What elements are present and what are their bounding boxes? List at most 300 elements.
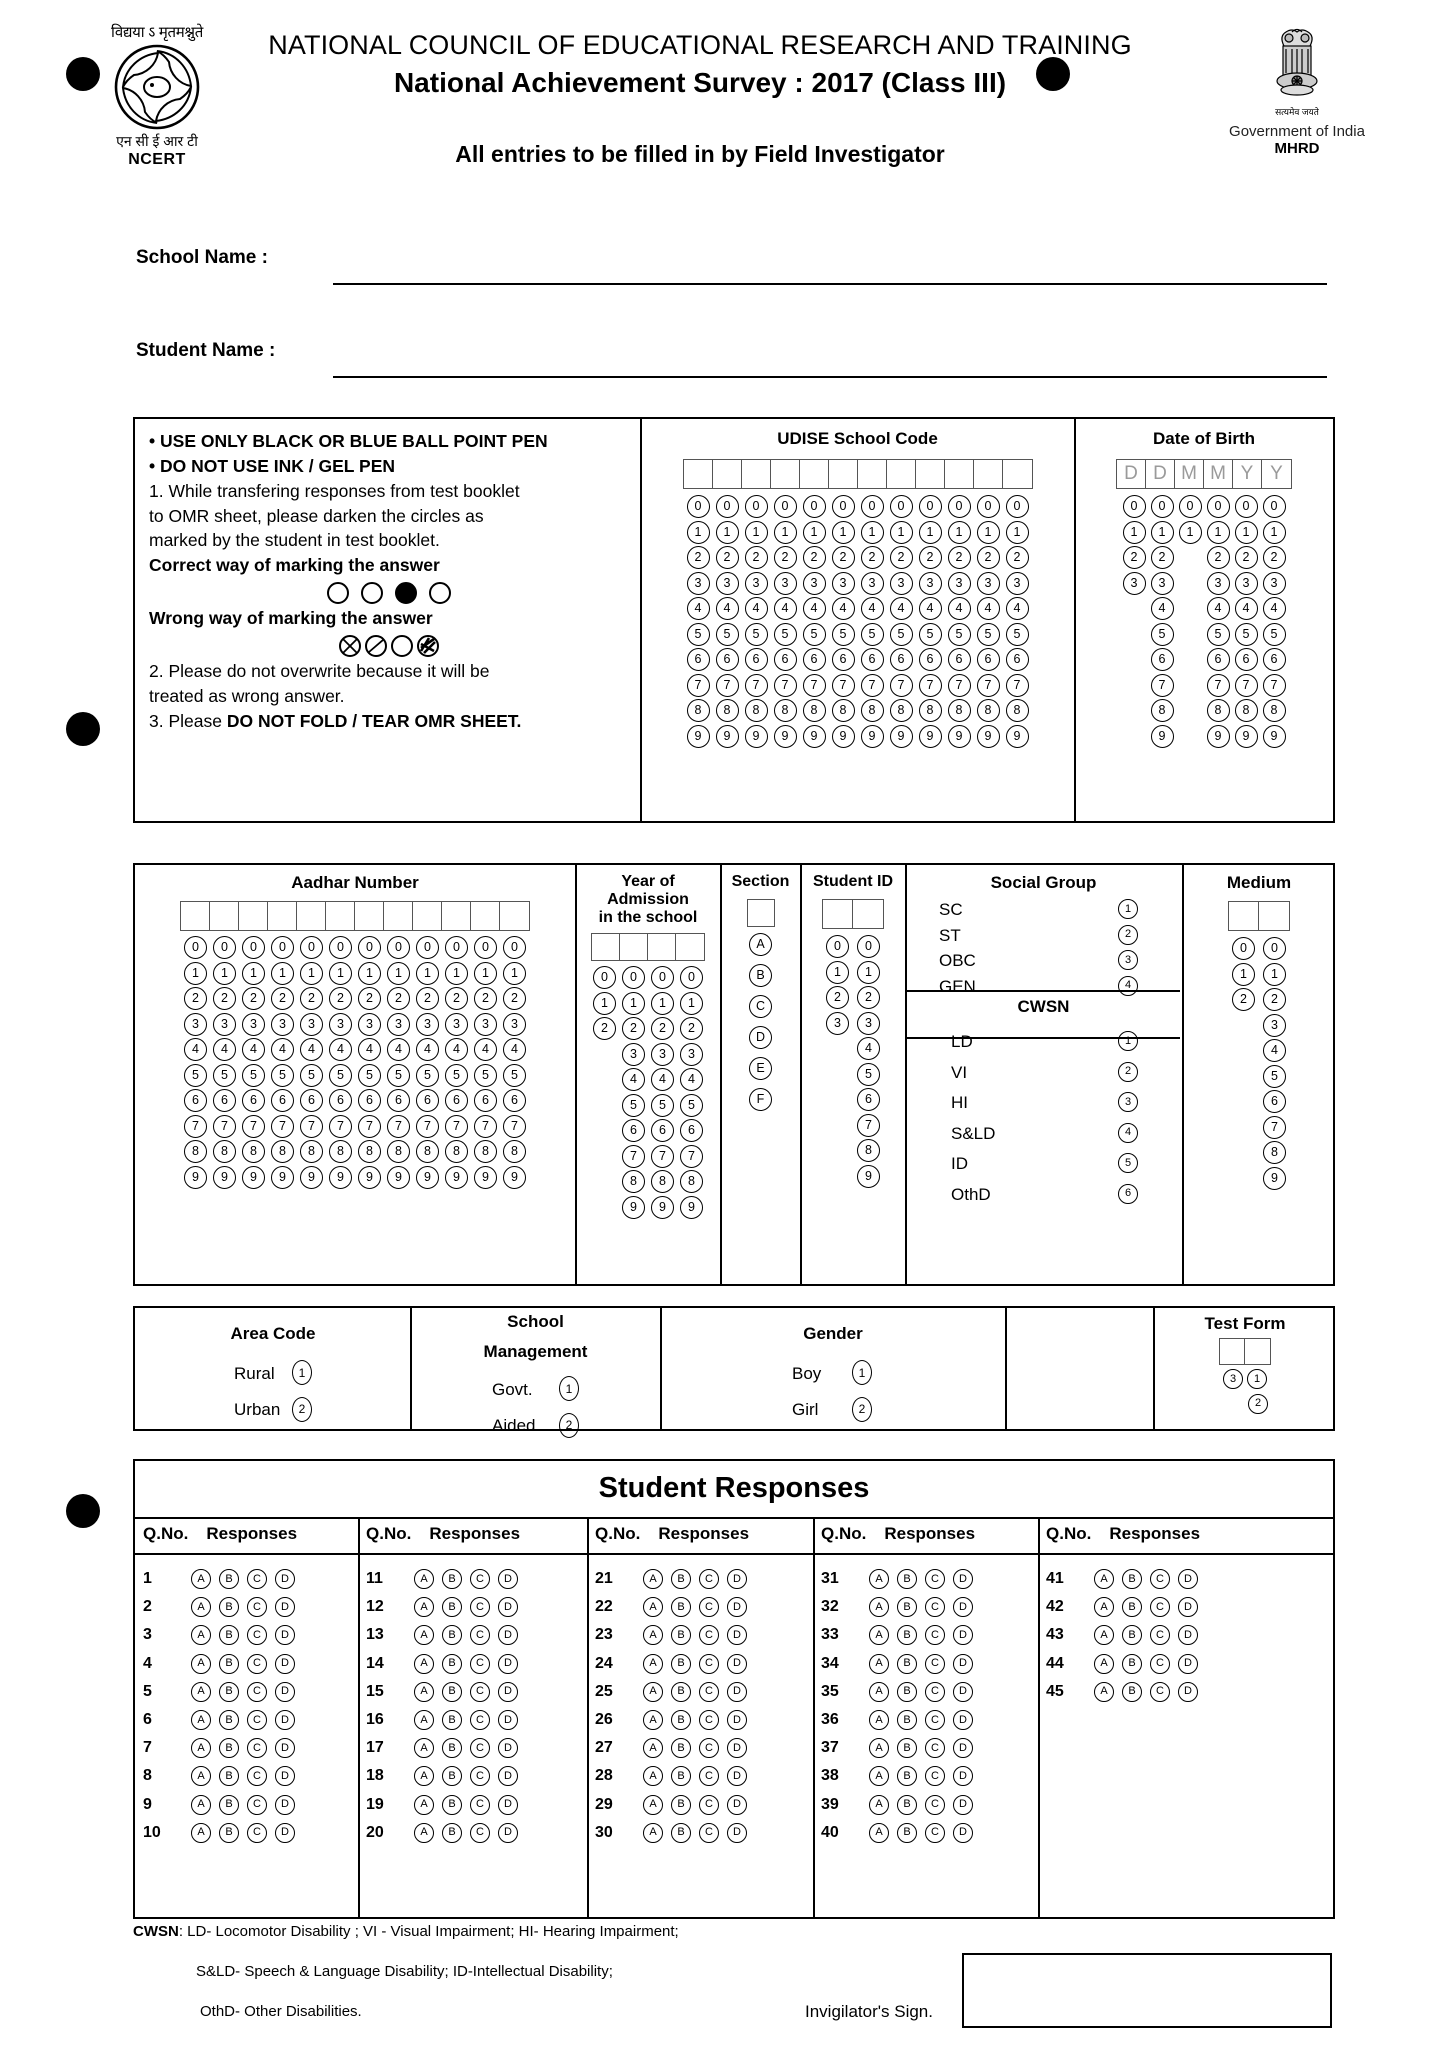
bubble-1[interactable]: 1: [1232, 963, 1255, 986]
choice-bubble-D[interactable]: D: [953, 1795, 973, 1815]
bubble-5[interactable]: 5: [919, 623, 942, 646]
bubble-7[interactable]: 7: [1235, 674, 1258, 697]
gender-options[interactable]: [792, 1360, 872, 1424]
choice-bubble-B[interactable]: B: [671, 1766, 691, 1786]
choice-bubble-B[interactable]: B: [442, 1795, 462, 1815]
bubble-2[interactable]: 2: [416, 987, 439, 1010]
bubble-0[interactable]: 0: [593, 966, 616, 989]
choice-bubble-B[interactable]: B: [1122, 1654, 1142, 1674]
bubble-0[interactable]: 0: [857, 935, 880, 958]
choice-bubble-D[interactable]: D: [727, 1654, 747, 1674]
choice-bubble-A[interactable]: A: [191, 1654, 211, 1674]
write-box[interactable]: [974, 460, 1003, 488]
bubble-2[interactable]: 2: [1263, 988, 1286, 1011]
choice-bubble-A[interactable]: A: [643, 1823, 663, 1843]
write-box[interactable]: Y: [1270, 463, 1283, 484]
option-bubble-1[interactable]: 1: [852, 1360, 872, 1385]
bubble-2[interactable]: 2: [948, 546, 971, 569]
bubble-1[interactable]: 1: [1179, 521, 1202, 544]
bubble-9[interactable]: 9: [1207, 725, 1230, 748]
choice-bubble-C[interactable]: C: [470, 1795, 490, 1815]
bubble-0[interactable]: 0: [651, 966, 674, 989]
bubble-1[interactable]: 1: [213, 962, 236, 985]
bubble-8[interactable]: 8: [329, 1140, 352, 1163]
choice-bubble-C[interactable]: C: [247, 1795, 267, 1815]
bubble-6[interactable]: 6: [861, 648, 884, 671]
bubble-0[interactable]: 0: [445, 936, 468, 959]
write-box[interactable]: [297, 902, 326, 930]
option-bubble-1[interactable]: 1: [292, 1360, 312, 1385]
choice-bubble-B[interactable]: B: [1122, 1597, 1142, 1617]
choice-bubble-D[interactable]: D: [498, 1597, 518, 1617]
bubble-5[interactable]: 5: [387, 1064, 410, 1087]
bubble-0[interactable]: 0: [1207, 495, 1230, 518]
choice-bubble-A[interactable]: A: [643, 1738, 663, 1758]
bubble-2[interactable]: 2: [329, 987, 352, 1010]
choice-bubble-B[interactable]: B: [219, 1597, 239, 1617]
bubble-7[interactable]: 7: [387, 1115, 410, 1138]
choice-bubble-B[interactable]: B: [671, 1625, 691, 1645]
bubble-7[interactable]: 7: [716, 674, 739, 697]
bubble-4[interactable]: 4: [300, 1038, 323, 1061]
bubble-5[interactable]: 5: [745, 623, 768, 646]
bubble-7[interactable]: 7: [890, 674, 913, 697]
choice-bubble-D[interactable]: D: [727, 1682, 747, 1702]
bubble-4[interactable]: 4: [1235, 597, 1258, 620]
choice-bubble-B[interactable]: B: [1122, 1682, 1142, 1702]
option-bubble-2[interactable]: 2: [559, 1413, 579, 1438]
bubble-5[interactable]: 5: [774, 623, 797, 646]
choice-bubble-D[interactable]: D: [953, 1569, 973, 1589]
bubble-4[interactable]: 4: [716, 597, 739, 620]
bubble-1[interactable]: 1: [1263, 521, 1286, 544]
bubble-0[interactable]: 0: [890, 495, 913, 518]
choice-bubble-B[interactable]: B: [671, 1795, 691, 1815]
bubble-6[interactable]: 6: [774, 648, 797, 671]
bubble-6[interactable]: 6: [1006, 648, 1029, 671]
bubble-4[interactable]: 4: [890, 597, 913, 620]
bubble-9[interactable]: 9: [774, 725, 797, 748]
bubble-9[interactable]: 9: [416, 1166, 439, 1189]
choice-bubble-A[interactable]: A: [414, 1823, 434, 1843]
school-management-options[interactable]: [492, 1376, 579, 1440]
choice-bubble-B[interactable]: B: [671, 1597, 691, 1617]
bubble-2[interactable]: 2: [1232, 988, 1255, 1011]
bubble-0[interactable]: 0: [1179, 495, 1202, 518]
choice-bubble-B[interactable]: B: [1122, 1569, 1142, 1589]
choice-bubble-B[interactable]: B: [671, 1823, 691, 1843]
bubble-9[interactable]: 9: [890, 725, 913, 748]
choice-bubble-C[interactable]: C: [925, 1795, 945, 1815]
choice-bubble-A[interactable]: A: [1094, 1597, 1114, 1617]
bubble-9[interactable]: 9: [1263, 725, 1286, 748]
bubble-1[interactable]: 1: [687, 521, 710, 544]
choice-bubble-D[interactable]: D: [727, 1795, 747, 1815]
choice-bubble-B[interactable]: B: [219, 1766, 239, 1786]
bubble-8[interactable]: 8: [745, 699, 768, 722]
choice-bubble-D[interactable]: D: [727, 1710, 747, 1730]
write-box[interactable]: [713, 460, 742, 488]
bubble-5[interactable]: 5: [300, 1064, 323, 1087]
choice-bubble-B[interactable]: B: [442, 1766, 462, 1786]
choice-bubble-D[interactable]: D: [727, 1823, 747, 1843]
bubble-7[interactable]: 7: [1207, 674, 1230, 697]
bubble-6[interactable]: 6: [358, 1089, 381, 1112]
choice-bubble-A[interactable]: A: [191, 1738, 211, 1758]
write-box[interactable]: [500, 902, 529, 930]
bubble-1[interactable]: 1: [1151, 521, 1174, 544]
choice-bubble-D[interactable]: D: [498, 1823, 518, 1843]
school-name-input[interactable]: [333, 283, 1327, 285]
choice-bubble-A[interactable]: A: [414, 1625, 434, 1645]
choice-bubble-D[interactable]: D: [498, 1795, 518, 1815]
bubble-3[interactable]: 3: [503, 1013, 526, 1036]
bubble-1[interactable]: 1: [1235, 521, 1258, 544]
bubble-8[interactable]: 8: [832, 699, 855, 722]
bubble-5[interactable]: 5: [416, 1064, 439, 1087]
choice-bubble-A[interactable]: A: [643, 1766, 663, 1786]
choice-bubble-B[interactable]: B: [442, 1569, 462, 1589]
choice-bubble-A[interactable]: A: [414, 1710, 434, 1730]
bubble-6[interactable]: 6: [184, 1089, 207, 1112]
bubble-5[interactable]: 5: [716, 623, 739, 646]
bubble-7[interactable]: 7: [1263, 674, 1286, 697]
choice-bubble-B[interactable]: B: [219, 1738, 239, 1758]
choice-bubble-C[interactable]: C: [247, 1682, 267, 1702]
test-form-bubble-2[interactable]: 2: [1248, 1394, 1268, 1414]
bubble-3[interactable]: 3: [329, 1013, 352, 1036]
bubble-2[interactable]: 2: [1123, 546, 1146, 569]
bubble-7[interactable]: 7: [651, 1145, 674, 1168]
bubble-3[interactable]: 3: [474, 1013, 497, 1036]
bubble-1[interactable]: 1: [861, 521, 884, 544]
choice-bubble-A[interactable]: A: [414, 1569, 434, 1589]
choice-bubble-D[interactable]: D: [498, 1682, 518, 1702]
choice-bubble-B[interactable]: B: [442, 1738, 462, 1758]
write-box[interactable]: [829, 460, 858, 488]
bubble-8[interactable]: 8: [1006, 699, 1029, 722]
bubble-2[interactable]: 2: [242, 987, 265, 1010]
bubble-6[interactable]: 6: [622, 1119, 645, 1142]
bubble-5[interactable]: 5: [857, 1063, 880, 1086]
bubble-7[interactable]: 7: [857, 1114, 880, 1137]
choice-bubble-B[interactable]: B: [897, 1569, 917, 1589]
bubble-8[interactable]: 8: [1207, 699, 1230, 722]
bubble-1[interactable]: 1: [387, 962, 410, 985]
bubble-4[interactable]: 4: [387, 1038, 410, 1061]
write-box[interactable]: [945, 460, 974, 488]
bubble-0[interactable]: 0: [300, 936, 323, 959]
bubble-1[interactable]: 1: [948, 521, 971, 544]
cwsn-bubble-2[interactable]: 2: [1118, 1062, 1138, 1082]
bubble-7[interactable]: 7: [919, 674, 942, 697]
bubble-7[interactable]: 7: [503, 1115, 526, 1138]
bubble-2[interactable]: 2: [680, 1017, 703, 1040]
write-box[interactable]: [684, 460, 713, 488]
bubble-8[interactable]: 8: [387, 1140, 410, 1163]
choice-bubble-B[interactable]: B: [897, 1710, 917, 1730]
bubble-3[interactable]: 3: [622, 1043, 645, 1066]
bubble-1[interactable]: 1: [503, 962, 526, 985]
bubble-2[interactable]: 2: [1207, 546, 1230, 569]
bubble-3[interactable]: 3: [1006, 572, 1029, 595]
bubble-3[interactable]: 3: [1235, 572, 1258, 595]
bubble-8[interactable]: 8: [890, 699, 913, 722]
bubble-1[interactable]: 1: [358, 962, 381, 985]
bubble-6[interactable]: 6: [242, 1089, 265, 1112]
choice-bubble-B[interactable]: B: [442, 1682, 462, 1702]
bubble-1[interactable]: 1: [890, 521, 913, 544]
choice-bubble-A[interactable]: A: [1094, 1569, 1114, 1589]
write-box[interactable]: [181, 902, 210, 930]
choice-bubble-A[interactable]: A: [869, 1738, 889, 1758]
bubble-3[interactable]: 3: [387, 1013, 410, 1036]
bubble-8[interactable]: 8: [1235, 699, 1258, 722]
bubble-0[interactable]: 0: [1263, 495, 1286, 518]
choice-bubble-A[interactable]: A: [191, 1823, 211, 1843]
write-box[interactable]: [858, 460, 887, 488]
bubble-2[interactable]: 2: [651, 1017, 674, 1040]
bubble-8[interactable]: 8: [622, 1170, 645, 1193]
bubble-7[interactable]: 7: [1263, 1116, 1286, 1139]
section-bubble-C[interactable]: C: [749, 995, 772, 1018]
choice-bubble-A[interactable]: A: [191, 1597, 211, 1617]
bubble-2[interactable]: 2: [774, 546, 797, 569]
bubble-3[interactable]: 3: [687, 572, 710, 595]
section-bubble-E[interactable]: E: [749, 1057, 772, 1080]
choice-bubble-C[interactable]: C: [699, 1823, 719, 1843]
choice-bubble-C[interactable]: C: [925, 1710, 945, 1730]
bubble-8[interactable]: 8: [919, 699, 942, 722]
bubble-2[interactable]: 2: [890, 546, 913, 569]
choice-bubble-C[interactable]: C: [247, 1597, 267, 1617]
choice-bubble-A[interactable]: A: [414, 1597, 434, 1617]
choice-bubble-A[interactable]: A: [643, 1625, 663, 1645]
choice-bubble-C[interactable]: C: [699, 1682, 719, 1702]
choice-bubble-B[interactable]: B: [897, 1654, 917, 1674]
bubble-8[interactable]: 8: [687, 699, 710, 722]
social-group-options[interactable]: [939, 899, 1138, 998]
cwsn-bubble-4[interactable]: 4: [1118, 1123, 1138, 1143]
cwsn-bubble-1[interactable]: 1: [1118, 1031, 1138, 1051]
bubble-2[interactable]: 2: [919, 546, 942, 569]
bubble-5[interactable]: 5: [445, 1064, 468, 1087]
choice-bubble-A[interactable]: A: [869, 1625, 889, 1645]
medium-bubble-grid[interactable]: [1186, 937, 1332, 1192]
bubble-2[interactable]: 2: [622, 1017, 645, 1040]
choice-bubble-C[interactable]: C: [699, 1654, 719, 1674]
choice-bubble-D[interactable]: D: [727, 1569, 747, 1589]
bubble-9[interactable]: 9: [242, 1166, 265, 1189]
bubble-2[interactable]: 2: [977, 546, 1000, 569]
bubble-9[interactable]: 9: [861, 725, 884, 748]
bubble-9[interactable]: 9: [716, 725, 739, 748]
bubble-4[interactable]: 4: [774, 597, 797, 620]
choice-bubble-D[interactable]: D: [275, 1710, 295, 1730]
choice-bubble-D[interactable]: D: [953, 1654, 973, 1674]
bubble-9[interactable]: 9: [329, 1166, 352, 1189]
choice-bubble-A[interactable]: A: [643, 1597, 663, 1617]
option-bubble-4[interactable]: 4: [1118, 976, 1138, 996]
bubble-1[interactable]: 1: [919, 521, 942, 544]
bubble-6[interactable]: 6: [387, 1089, 410, 1112]
choice-bubble-D[interactable]: D: [275, 1766, 295, 1786]
udise-write-boxes[interactable]: [683, 459, 1033, 489]
test-form-bubble-row-2[interactable]: [1157, 1394, 1333, 1417]
bubble-2[interactable]: 2: [445, 987, 468, 1010]
choice-bubble-D[interactable]: D: [953, 1625, 973, 1645]
choice-bubble-D[interactable]: D: [275, 1738, 295, 1758]
bubble-4[interactable]: 4: [1263, 1039, 1286, 1062]
write-box[interactable]: [355, 902, 384, 930]
bubble-8[interactable]: 8: [1263, 1141, 1286, 1164]
bubble-1[interactable]: 1: [1263, 963, 1286, 986]
choice-bubble-B[interactable]: B: [442, 1597, 462, 1617]
choice-bubble-C[interactable]: C: [925, 1766, 945, 1786]
bubble-4[interactable]: 4: [651, 1068, 674, 1091]
choice-bubble-D[interactable]: D: [275, 1682, 295, 1702]
bubble-2[interactable]: 2: [687, 546, 710, 569]
bubble-7[interactable]: 7: [213, 1115, 236, 1138]
bubble-5[interactable]: 5: [1235, 623, 1258, 646]
choice-bubble-C[interactable]: C: [699, 1738, 719, 1758]
bubble-4[interactable]: 4: [1207, 597, 1230, 620]
bubble-7[interactable]: 7: [271, 1115, 294, 1138]
bubble-1[interactable]: 1: [977, 521, 1000, 544]
choice-bubble-B[interactable]: B: [897, 1738, 917, 1758]
bubble-2[interactable]: 2: [826, 986, 849, 1009]
bubble-3[interactable]: 3: [919, 572, 942, 595]
bubble-7[interactable]: 7: [977, 674, 1000, 697]
choice-bubble-B[interactable]: B: [671, 1682, 691, 1702]
test-form-bubble-3[interactable]: 3: [1223, 1369, 1243, 1389]
bubble-8[interactable]: 8: [651, 1170, 674, 1193]
write-box[interactable]: M: [1204, 460, 1233, 488]
section-bubble-A[interactable]: A: [749, 933, 772, 956]
choice-bubble-D[interactable]: D: [727, 1738, 747, 1758]
choice-bubble-C[interactable]: C: [925, 1738, 945, 1758]
bubble-2[interactable]: 2: [1006, 546, 1029, 569]
bubble-0[interactable]: 0: [503, 936, 526, 959]
choice-bubble-A[interactable]: A: [191, 1682, 211, 1702]
bubble-5[interactable]: 5: [687, 623, 710, 646]
bubble-9[interactable]: 9: [1263, 1167, 1286, 1190]
bubble-2[interactable]: 2: [832, 546, 855, 569]
bubble-4[interactable]: 4: [445, 1038, 468, 1061]
bubble-9[interactable]: 9: [271, 1166, 294, 1189]
bubble-8[interactable]: 8: [271, 1140, 294, 1163]
choice-bubble-A[interactable]: A: [191, 1710, 211, 1730]
bubble-8[interactable]: 8: [680, 1170, 703, 1193]
bubble-0[interactable]: 0: [826, 935, 849, 958]
bubble-5[interactable]: 5: [503, 1064, 526, 1087]
bubble-0[interactable]: 0: [803, 495, 826, 518]
bubble-0[interactable]: 0: [271, 936, 294, 959]
bubble-8[interactable]: 8: [977, 699, 1000, 722]
bubble-3[interactable]: 3: [861, 572, 884, 595]
cwsn-bubble-6[interactable]: 6: [1118, 1184, 1138, 1204]
bubble-2[interactable]: 2: [387, 987, 410, 1010]
bubble-0[interactable]: 0: [745, 495, 768, 518]
bubble-6[interactable]: 6: [416, 1089, 439, 1112]
choice-bubble-A[interactable]: A: [414, 1738, 434, 1758]
bubble-8[interactable]: 8: [242, 1140, 265, 1163]
bubble-8[interactable]: 8: [474, 1140, 497, 1163]
choice-bubble-C[interactable]: C: [470, 1766, 490, 1786]
bubble-2[interactable]: 2: [213, 987, 236, 1010]
choice-bubble-C[interactable]: C: [925, 1569, 945, 1589]
bubble-8[interactable]: 8: [716, 699, 739, 722]
choice-bubble-C[interactable]: C: [247, 1625, 267, 1645]
bubble-9[interactable]: 9: [832, 725, 855, 748]
choice-bubble-A[interactable]: A: [191, 1795, 211, 1815]
bubble-2[interactable]: 2: [503, 987, 526, 1010]
choice-bubble-A[interactable]: A: [414, 1682, 434, 1702]
bubble-8[interactable]: 8: [861, 699, 884, 722]
bubble-2[interactable]: 2: [358, 987, 381, 1010]
choice-bubble-B[interactable]: B: [897, 1795, 917, 1815]
bubble-0[interactable]: 0: [832, 495, 855, 518]
choice-bubble-B[interactable]: B: [897, 1597, 917, 1617]
choice-bubble-D[interactable]: D: [498, 1569, 518, 1589]
bubble-5[interactable]: 5: [1006, 623, 1029, 646]
bubble-4[interactable]: 4: [184, 1038, 207, 1061]
bubble-7[interactable]: 7: [242, 1115, 265, 1138]
option-bubble-2[interactable]: 2: [292, 1397, 312, 1422]
bubble-4[interactable]: 4: [622, 1068, 645, 1091]
choice-bubble-A[interactable]: A: [414, 1654, 434, 1674]
bubble-3[interactable]: 3: [358, 1013, 381, 1036]
bubble-5[interactable]: 5: [213, 1064, 236, 1087]
bubble-4[interactable]: 4: [242, 1038, 265, 1061]
bubble-3[interactable]: 3: [890, 572, 913, 595]
choice-bubble-D[interactable]: D: [953, 1738, 973, 1758]
choice-bubble-A[interactable]: A: [869, 1795, 889, 1815]
choice-bubble-C[interactable]: C: [1150, 1569, 1170, 1589]
choice-bubble-A[interactable]: A: [869, 1597, 889, 1617]
bubble-3[interactable]: 3: [271, 1013, 294, 1036]
choice-bubble-B[interactable]: B: [219, 1569, 239, 1589]
write-box[interactable]: [853, 900, 883, 928]
choice-bubble-A[interactable]: A: [191, 1766, 211, 1786]
choice-bubble-D[interactable]: D: [953, 1710, 973, 1730]
bubble-0[interactable]: 0: [1151, 495, 1174, 518]
section-write-box[interactable]: [747, 899, 775, 927]
bubble-4[interactable]: 4: [1151, 597, 1174, 620]
bubble-1[interactable]: 1: [832, 521, 855, 544]
bubble-0[interactable]: 0: [977, 495, 1000, 518]
bubble-6[interactable]: 6: [948, 648, 971, 671]
choice-bubble-B[interactable]: B: [671, 1710, 691, 1730]
bubble-7[interactable]: 7: [329, 1115, 352, 1138]
bubble-9[interactable]: 9: [948, 725, 971, 748]
bubble-6[interactable]: 6: [445, 1089, 468, 1112]
choice-bubble-B[interactable]: B: [219, 1682, 239, 1702]
bubble-1[interactable]: 1: [680, 992, 703, 1015]
bubble-7[interactable]: 7: [1151, 674, 1174, 697]
bubble-9[interactable]: 9: [680, 1196, 703, 1219]
bubble-0[interactable]: 0: [919, 495, 942, 518]
bubble-9[interactable]: 9: [745, 725, 768, 748]
bubble-1[interactable]: 1: [1207, 521, 1230, 544]
bubble-2[interactable]: 2: [861, 546, 884, 569]
bubble-6[interactable]: 6: [1151, 648, 1174, 671]
student-id-bubble-grid[interactable]: [804, 935, 902, 1190]
bubble-1[interactable]: 1: [826, 961, 849, 984]
choice-bubble-D[interactable]: D: [275, 1823, 295, 1843]
bubble-5[interactable]: 5: [271, 1064, 294, 1087]
choice-bubble-C[interactable]: C: [925, 1682, 945, 1702]
